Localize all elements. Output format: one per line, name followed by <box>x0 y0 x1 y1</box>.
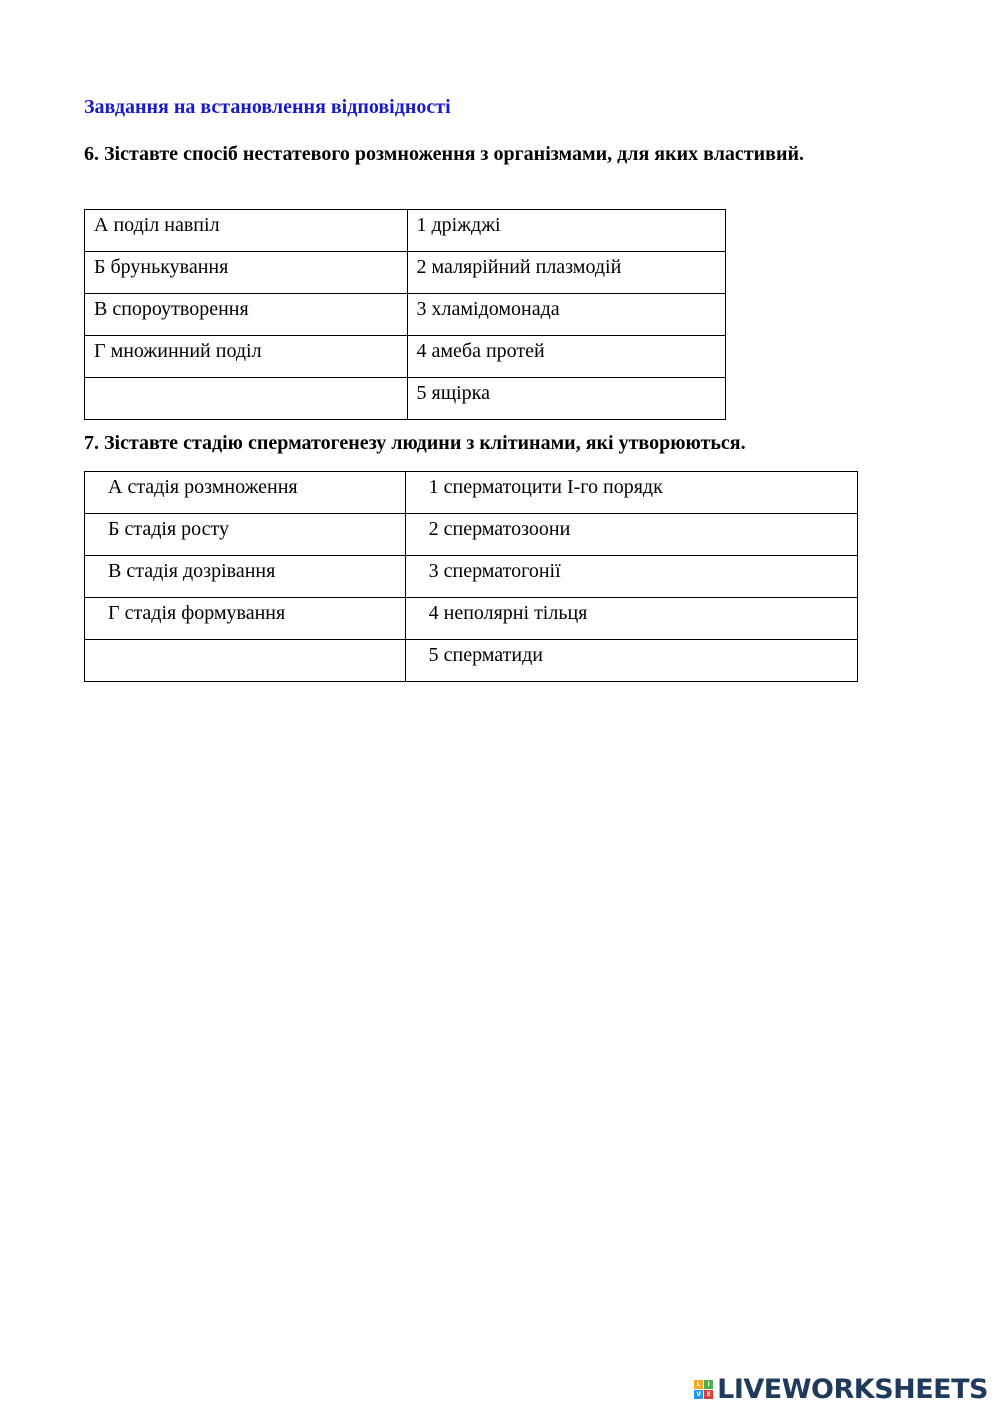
table-row <box>85 378 726 420</box>
match-option-right: 1 сперматоцити І-го порядк <box>405 472 857 514</box>
match-option-left: А стадія розмноження <box>85 472 406 514</box>
match-option-right: 2 малярійний плазмодій <box>407 252 726 294</box>
match-option-right: 3 хламідомонада <box>407 294 726 336</box>
match-option-left: Б брунькування <box>85 252 408 294</box>
question-7-table <box>84 471 858 682</box>
logo-mark-letter: V <box>694 1390 703 1399</box>
match-option-right: 5 сперматиди <box>405 640 857 682</box>
match-option-left: В стадія дозрівання <box>85 556 406 598</box>
logo-mark-letter: I <box>704 1380 713 1389</box>
table-row <box>85 598 858 640</box>
liveworksheets-logo <box>694 1374 988 1405</box>
table-row <box>85 556 858 598</box>
match-option-left <box>85 640 406 682</box>
table-row <box>85 640 858 682</box>
match-option-right: 4 неполярні тільця <box>405 598 857 640</box>
match-option-left: В спороутворення <box>85 294 408 336</box>
match-option-left <box>85 378 408 420</box>
table-row <box>85 472 858 514</box>
match-option-left: Г множинний поділ <box>85 336 408 378</box>
table-row <box>85 210 726 252</box>
match-option-right: 1 дріжджі <box>407 210 726 252</box>
match-option-right: 3 сперматогонії <box>405 556 857 598</box>
match-option-left: Б стадія росту <box>85 514 406 556</box>
match-option-left: Г стадія формування <box>85 598 406 640</box>
match-option-left: А поділ навпіл <box>85 210 408 252</box>
match-option-right: 5 ящірка <box>407 378 726 420</box>
liveworksheets-logo-icon <box>694 1380 713 1399</box>
match-option-right: 2 сперматозоони <box>405 514 857 556</box>
question-7-text: 7. Зіставте стадію сперматогенезу людини з клітинами, які утворюються. <box>84 432 746 454</box>
table-row <box>85 514 858 556</box>
question-6-table <box>84 209 726 420</box>
table-row <box>85 252 726 294</box>
table-row <box>85 336 726 378</box>
logo-mark-letter: E <box>704 1390 713 1399</box>
match-option-right: 4 амеба протей <box>407 336 726 378</box>
question-6-text: 6. Зіставте спосіб нестатевого розмноження з організмами, для яких властивий. <box>84 143 804 165</box>
section-title: Завдання на встановлення відповідності <box>84 96 451 118</box>
table-row <box>85 294 726 336</box>
logo-mark-letter: L <box>694 1380 703 1389</box>
liveworksheets-logo-text: LIVEWORKSHEETS <box>717 1374 988 1405</box>
